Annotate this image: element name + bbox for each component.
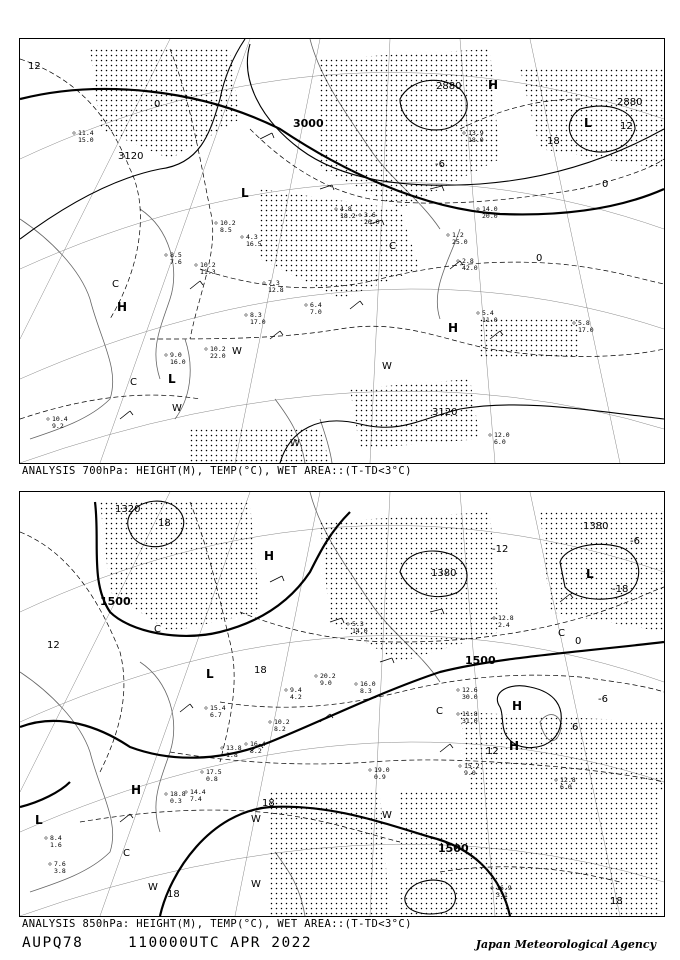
height-label: 1320	[115, 504, 141, 515]
height-label: 2880	[436, 81, 462, 92]
station-marker	[285, 689, 287, 691]
station-temperature: 1.2	[452, 231, 464, 239]
panel-caption-850hpa: ANALYSIS 850hPa: HEIGHT(M), TEMP(°C), WET AREA::(T-TD<3°C)	[22, 918, 412, 930]
low-center: L	[206, 667, 214, 681]
height-label: 1380	[583, 521, 609, 532]
station-temperature: 17.5	[206, 768, 222, 776]
panel-caption-700hpa: ANALYSIS 700hPa: HEIGHT(M), TEMP(°C), WET AREA::(T-TD<3°C)	[22, 465, 412, 477]
station-temperature: 11.4	[78, 129, 94, 137]
warm-center: W	[251, 814, 261, 825]
temp-label: -12	[492, 544, 509, 555]
station-plot	[241, 233, 262, 248]
station-dewpoint-depression: 8.5	[220, 226, 232, 234]
station-marker	[477, 312, 479, 314]
station-dewpoint-depression: 15.0	[78, 136, 94, 144]
station-marker	[269, 721, 271, 723]
station-marker	[205, 348, 207, 350]
height-label: 1500	[438, 842, 469, 855]
warm-center: W	[382, 810, 392, 821]
temp-label: 12	[486, 746, 499, 757]
low-center: L	[35, 813, 43, 827]
station-dewpoint-depression: 31.0	[462, 717, 478, 725]
map-700hpa	[20, 39, 664, 463]
station-marker	[245, 743, 247, 745]
station-plot	[205, 704, 226, 719]
station-marker	[73, 132, 75, 134]
station-plot	[215, 219, 236, 234]
station-temperature: 15.2	[464, 762, 480, 770]
valid-time: 110000UTC APR 2022	[128, 935, 313, 951]
height-label: 3120	[432, 407, 458, 418]
station-temperature: 10.2	[200, 261, 216, 269]
station-dewpoint-depression: 22.0	[210, 352, 226, 360]
temp-label: -6	[435, 159, 445, 170]
station-dewpoint-depression: 11.3	[200, 268, 216, 276]
station-temperature: 12.6	[462, 686, 478, 694]
station-marker	[195, 264, 197, 266]
temp-label: 18	[167, 889, 180, 900]
station-plot	[369, 766, 390, 781]
temp-label: 18	[158, 518, 171, 529]
station-marker	[355, 683, 357, 685]
station-dewpoint-depression: 17.0	[250, 318, 266, 326]
low-center: L	[168, 372, 176, 386]
cold-center: C	[558, 628, 565, 639]
station-plot	[355, 680, 376, 695]
station-temperature: 7.6	[54, 860, 66, 868]
warm-center: W	[172, 403, 182, 414]
station-temperature: 10.4	[52, 415, 68, 423]
high-center: H	[512, 699, 523, 713]
map-panel-850hpa	[19, 491, 665, 917]
station-temperature: 7.3	[268, 279, 280, 287]
station-dewpoint-depression: 18.0	[468, 136, 484, 144]
station-marker	[457, 713, 459, 715]
station-dewpoint-depression: 9.0	[464, 769, 476, 777]
high-center: H	[264, 549, 275, 563]
warm-center: W	[148, 882, 158, 893]
high-center: H	[509, 739, 520, 753]
station-plot	[73, 129, 94, 144]
station-marker	[457, 689, 459, 691]
low-center: L	[241, 186, 249, 200]
station-dewpoint-depression: 3.1	[496, 891, 508, 899]
station-marker	[45, 837, 47, 839]
station-temperature: 14.0	[482, 205, 498, 213]
station-plot	[165, 351, 186, 366]
station-dewpoint-depression: 8.2	[274, 725, 286, 733]
station-temperature: 16.9	[496, 884, 512, 892]
low-center: L	[584, 116, 592, 130]
station-plot	[457, 257, 478, 272]
contour-1500	[20, 782, 70, 807]
cold-center: C	[389, 241, 396, 252]
station-plot	[201, 768, 222, 783]
temp-label: -18	[612, 584, 629, 595]
height-label: 3120	[118, 151, 144, 162]
station-plot	[165, 790, 186, 805]
station-plot	[49, 860, 66, 875]
agency-name: Japan Meteorological Agency	[475, 938, 656, 951]
station-temperature: 10.2	[274, 718, 290, 726]
station-temperature: 13.9	[468, 129, 484, 137]
station-marker	[305, 304, 307, 306]
temp-label: 0	[602, 179, 609, 190]
station-dewpoint-depression: 16.0	[170, 358, 186, 366]
station-temperature: 10.2	[220, 219, 236, 227]
station-temperature: 3.6	[364, 211, 376, 219]
height-label: 3000	[293, 117, 324, 130]
station-temperature: 5.8	[578, 319, 590, 327]
temp-label: 18	[610, 896, 623, 907]
temp-label: -6	[630, 536, 640, 547]
low-center: L	[586, 567, 594, 581]
station-plot	[305, 301, 322, 316]
station-marker	[49, 863, 51, 865]
station-dewpoint-depression: 6.7	[210, 711, 222, 719]
station-plot	[45, 834, 62, 849]
station-dewpoint-depression: 9.0	[320, 679, 332, 687]
warm-center: W	[251, 879, 261, 890]
temp-label: -6	[598, 694, 608, 705]
station-plot	[185, 788, 206, 803]
map-850hpa	[20, 492, 664, 916]
station-dewpoint-depression: 5.2	[250, 747, 262, 755]
temp-label: 18	[547, 136, 560, 147]
station-dewpoint-depression: 4.2	[290, 693, 302, 701]
station-marker	[457, 260, 459, 262]
station-temperature: 12.0	[494, 431, 510, 439]
cold-center: C	[130, 377, 137, 388]
station-plot	[457, 686, 478, 701]
high-center: H	[488, 78, 499, 92]
station-plot	[263, 279, 284, 294]
station-dewpoint-depression: 3.8	[54, 867, 66, 875]
station-dewpoint-depression: 7.0	[310, 308, 322, 316]
temp-label: 18	[254, 665, 267, 676]
station-marker	[165, 793, 167, 795]
station-temperature: 13.8	[226, 744, 242, 752]
station-dewpoint-depression: 12.8	[268, 286, 284, 294]
station-marker	[315, 675, 317, 677]
station-plot	[245, 740, 266, 755]
station-marker	[201, 771, 203, 773]
station-temperature: 12.8	[498, 614, 514, 622]
temp-label: 12	[620, 121, 633, 132]
height-label: 1500	[465, 654, 496, 667]
station-temperature: 9.4	[290, 686, 302, 694]
station-marker	[477, 208, 479, 210]
station-marker	[205, 707, 207, 709]
station-temperature: 14.4	[190, 788, 206, 796]
station-temperature: 12.8	[560, 776, 576, 784]
temp-label: 12	[28, 61, 41, 72]
station-dewpoint-depression: 6.0	[494, 438, 506, 446]
station-plot	[315, 672, 336, 687]
station-dewpoint-depression: 8.3	[360, 687, 372, 695]
station-plot	[457, 710, 478, 725]
station-dewpoint-depression: 2.4	[498, 621, 510, 629]
station-marker	[47, 418, 49, 420]
station-marker	[221, 747, 223, 749]
station-dewpoint-depression: 6.0	[560, 783, 572, 791]
station-temperature: 5.4	[482, 309, 494, 317]
station-temperature: 8.3	[250, 311, 262, 319]
temp-label: 18	[262, 798, 275, 809]
station-dewpoint-depression: 20.0	[364, 218, 380, 226]
station-plot	[205, 345, 226, 360]
station-dewpoint-depression: 18.2	[340, 212, 356, 220]
station-plot	[477, 309, 498, 324]
cold-center: C	[436, 706, 443, 717]
station-marker	[489, 434, 491, 436]
station-marker	[245, 314, 247, 316]
station-temperature: 10.2	[210, 345, 226, 353]
height-label: 2880	[617, 97, 643, 108]
warm-center: W	[382, 361, 392, 372]
station-temperature: 16.0	[360, 680, 376, 688]
station-temperature: 11.8	[462, 710, 478, 718]
height-label: 1500	[100, 595, 131, 608]
height-label: 1380	[431, 568, 457, 579]
station-marker	[241, 236, 243, 238]
station-dewpoint-depression: 9.2	[52, 422, 64, 430]
station-marker	[447, 234, 449, 236]
station-dewpoint-depression: 20.0	[482, 212, 498, 220]
station-temperature: 9.0	[170, 351, 182, 359]
high-center: H	[448, 321, 459, 335]
station-marker	[369, 769, 371, 771]
temp-label: 0	[575, 636, 582, 647]
station-dewpoint-depression: 0.8	[206, 775, 218, 783]
station-dewpoint-depression: 17.0	[578, 326, 594, 334]
station-plot	[195, 261, 216, 276]
product-code: AUPQ78	[22, 935, 84, 951]
station-dewpoint-depression: 42.0	[462, 264, 478, 272]
station-plot	[165, 251, 182, 266]
station-temperature: 6.4	[310, 301, 322, 309]
warm-center: W	[290, 438, 300, 449]
station-dewpoint-depression: 30.0	[462, 693, 478, 701]
cold-center: C	[154, 624, 161, 635]
temp-label: 0	[536, 253, 543, 264]
temp-label: 12	[47, 640, 60, 651]
station-plot	[285, 686, 302, 701]
station-plot	[489, 431, 510, 446]
station-temperature: 8.5	[170, 251, 182, 259]
wet-areas	[100, 502, 664, 916]
station-dewpoint-depression: 25.0	[452, 238, 468, 246]
station-dewpoint-depression: 1.8	[226, 751, 238, 759]
high-center: H	[131, 783, 142, 797]
station-marker	[165, 354, 167, 356]
station-temperature: 16.4	[250, 740, 266, 748]
station-dewpoint-depression: 1.6	[50, 841, 62, 849]
cold-center: C	[112, 279, 119, 290]
station-temperature: 20.2	[320, 672, 336, 680]
high-center: H	[117, 300, 128, 314]
station-marker	[165, 254, 167, 256]
temp-label: 6	[572, 722, 579, 733]
station-dewpoint-depression: 14.0	[352, 627, 368, 635]
station-temperature: 4.3	[246, 233, 258, 241]
station-dewpoint-depression: 7.4	[190, 795, 202, 803]
station-temperature: 15.4	[210, 704, 226, 712]
map-panel-700hpa	[19, 38, 665, 464]
station-dewpoint-depression: 0.9	[374, 773, 386, 781]
station-dewpoint-depression: 0.3	[170, 797, 182, 805]
station-plot	[447, 231, 468, 246]
warm-center: W	[232, 346, 242, 357]
cold-center: C	[123, 848, 130, 859]
station-temperature: 2.8	[462, 257, 474, 265]
station-temperature: 19.0	[374, 766, 390, 774]
station-temperature: 8.4	[50, 834, 62, 842]
station-dewpoint-depression: 11.0	[482, 316, 498, 324]
station-temperature: 4.8	[340, 205, 352, 213]
station-temperature: 5.3	[352, 620, 364, 628]
station-marker	[459, 765, 461, 767]
station-marker	[263, 282, 265, 284]
station-plot	[47, 415, 68, 430]
station-dewpoint-depression: 7.6	[170, 258, 182, 266]
station-temperature: 18.8	[170, 790, 186, 798]
station-plot	[245, 311, 266, 326]
station-dewpoint-depression: 16.5	[246, 240, 262, 248]
station-marker	[215, 222, 217, 224]
temp-label: 0	[154, 99, 161, 110]
